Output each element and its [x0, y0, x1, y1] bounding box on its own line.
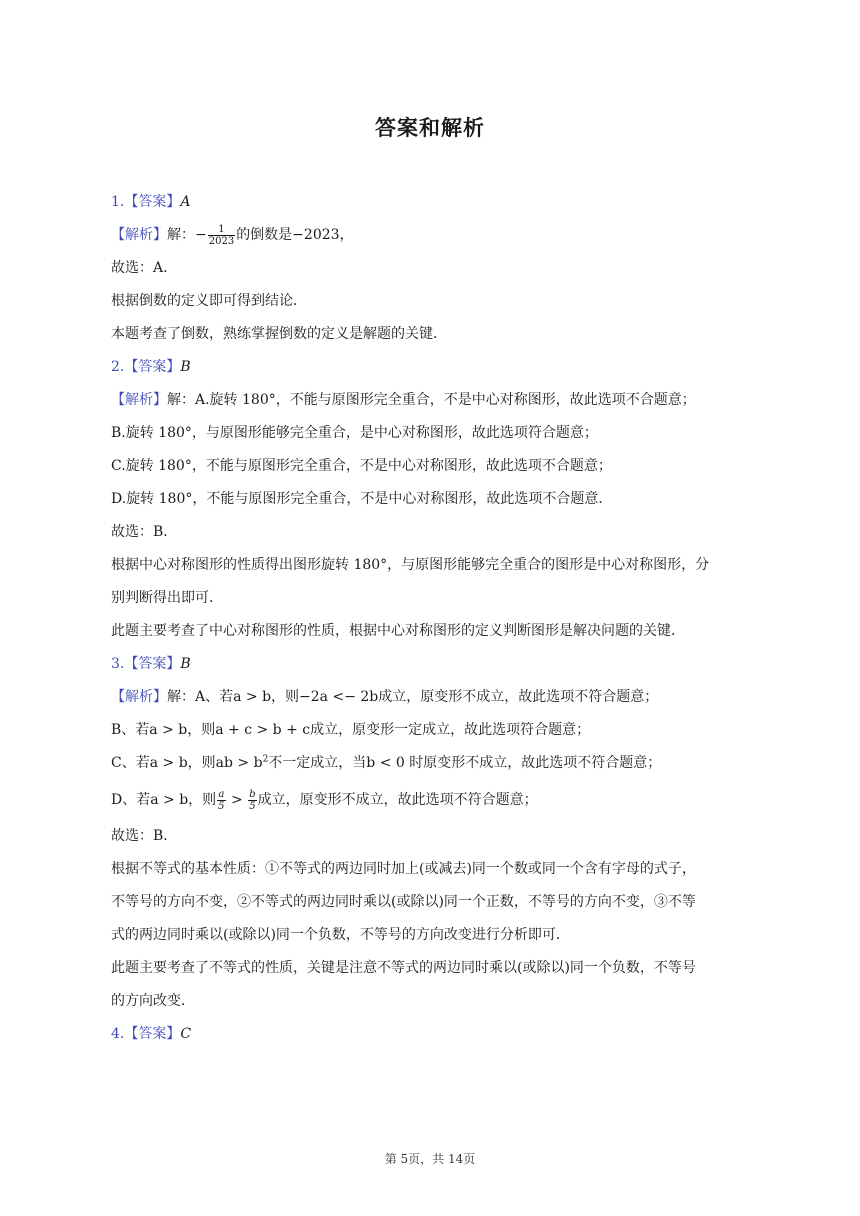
q3-frac-a-den: 5 — [218, 800, 225, 812]
q1-basis: 根据倒数的定义即可得到结论． — [111, 293, 307, 309]
analysis-label: 【解析】 — [111, 392, 167, 408]
answer-content — [111, 186, 761, 1051]
q3-frac-a-num: a — [218, 788, 225, 800]
q3-basis-2: 不等号的方向不变，②不等式的两边同时乘以(或除以)同一个正数，不等号的方向不变，③不等 — [111, 894, 696, 910]
page-footer: 第 5页，共 14页 — [384, 1152, 476, 1166]
q3-summary-2: 的方向改变． — [111, 993, 195, 1009]
q3-line-b: B、若a > b，则a + c > b + c成立，原变形一定成立，故此选项符合题意； — [111, 722, 591, 738]
answer-label: 【答案】 — [124, 1026, 181, 1042]
q2-line-d: D.旋转 180°，不能与原图形完全重合，不是中心对称图形，故此选项不合题意． — [111, 491, 613, 507]
q1-answer: A — [180, 194, 191, 210]
q2-answer-line — [111, 351, 761, 384]
q3-line-d — [111, 780, 761, 820]
answer-label: 【答案】 — [124, 194, 181, 210]
q3-line-d-part1: D、若a > b，则 — [111, 792, 217, 808]
q1-number: 1. — [111, 194, 125, 210]
answer-label: 【答案】 — [124, 656, 181, 672]
q1-choose: 故选：A． — [111, 260, 178, 276]
q2-summary: 此题主要考查了中心对称图形的性质，根据中心对称图形的定义判断图形是解决问题的关键． — [111, 623, 685, 639]
q3-answer: B — [180, 656, 191, 672]
q3-analysis-line — [111, 681, 761, 714]
q2-answer: B — [180, 359, 191, 375]
q1-minus: − — [195, 227, 207, 243]
q4-number: 4. — [111, 1026, 125, 1042]
q2-line-b: B.旋转 180°，与原图形能够完全重合，是中心对称图形，故此选项符合题意； — [111, 425, 598, 441]
q3-basis-1: 根据不等式的基本性质：①不等式的两边同时加上(或减去)同一个数或同一个含有字母的式子， — [111, 861, 696, 877]
q3-frac-b-den: 5 — [249, 800, 256, 812]
q3-frac-b-num: b — [249, 788, 256, 800]
page-title: 答案和解析 — [375, 116, 485, 140]
q2-line-c: C.旋转 180°，不能与原图形完全重合，不是中心对称图形，故此选项不合题意； — [111, 458, 612, 474]
q2-basis-1: 根据中心对称图形的性质得出图形旋转 180°，与原图形能够完全重合的图形是中心对称图形，分 — [111, 557, 710, 573]
q3-line-c-part2: 不一定成立，当b < 0 时原变形不成立，故此选项不符合题意； — [268, 755, 662, 771]
q3-line-d-part2: 成立，原变形不成立，故此选项不符合题意； — [257, 792, 538, 808]
q2-line-a: 解：A.旋转 180°，不能与原图形完全重合，不是中心对称图形，故此选项不合题意； — [167, 392, 696, 408]
q4-answer: C — [180, 1026, 192, 1042]
q1-analysis-rest: 的倒数是−2023， — [236, 227, 354, 243]
q1-analysis-prefix: 解： — [167, 227, 195, 243]
answer-label: 【答案】 — [124, 359, 181, 375]
q3-line-c — [111, 747, 761, 780]
q4-answer-line — [111, 1018, 761, 1051]
q2-choose: 故选：B． — [111, 524, 178, 540]
q1-answer-line — [111, 186, 761, 219]
q3-fraction-b — [248, 789, 256, 812]
q3-summary-1: 此题主要考查了不等式的性质，关键是注意不等式的两边同时乘以(或除以)同一个负数，不等号 — [111, 960, 696, 976]
q3-gt: > — [226, 792, 248, 808]
q3-line-a: 解：A、若a > b，则−2a <− 2b成立，原变形不成立，故此选项不符合题意； — [167, 689, 659, 705]
q2-basis-2: 别判断得出即可． — [111, 590, 223, 606]
q3-basis-3: 式的两边同时乘以(或除以)同一个负数，不等号的方向改变进行分析即可． — [111, 927, 570, 943]
q3-number: 3. — [111, 656, 125, 672]
q1-analysis-line — [111, 219, 761, 252]
q1-fraction — [208, 224, 235, 247]
q3-line-c-sup: 2 — [262, 754, 269, 765]
q1-frac-den: 2023 — [208, 235, 235, 247]
q2-analysis-line — [111, 384, 761, 417]
q2-number: 2. — [111, 359, 125, 375]
q3-fraction-a — [217, 789, 225, 812]
analysis-label: 【解析】 — [111, 689, 167, 705]
q1-frac-num: 1 — [208, 224, 235, 236]
analysis-label: 【解析】 — [111, 227, 167, 243]
q3-choose: 故选：B． — [111, 828, 178, 844]
q1-summary: 本题考查了倒数，熟练掌握倒数的定义是解题的关键． — [111, 326, 447, 342]
q3-answer-line — [111, 648, 761, 681]
q3-line-c-part1: C、若a > b，则ab > b — [111, 755, 263, 771]
